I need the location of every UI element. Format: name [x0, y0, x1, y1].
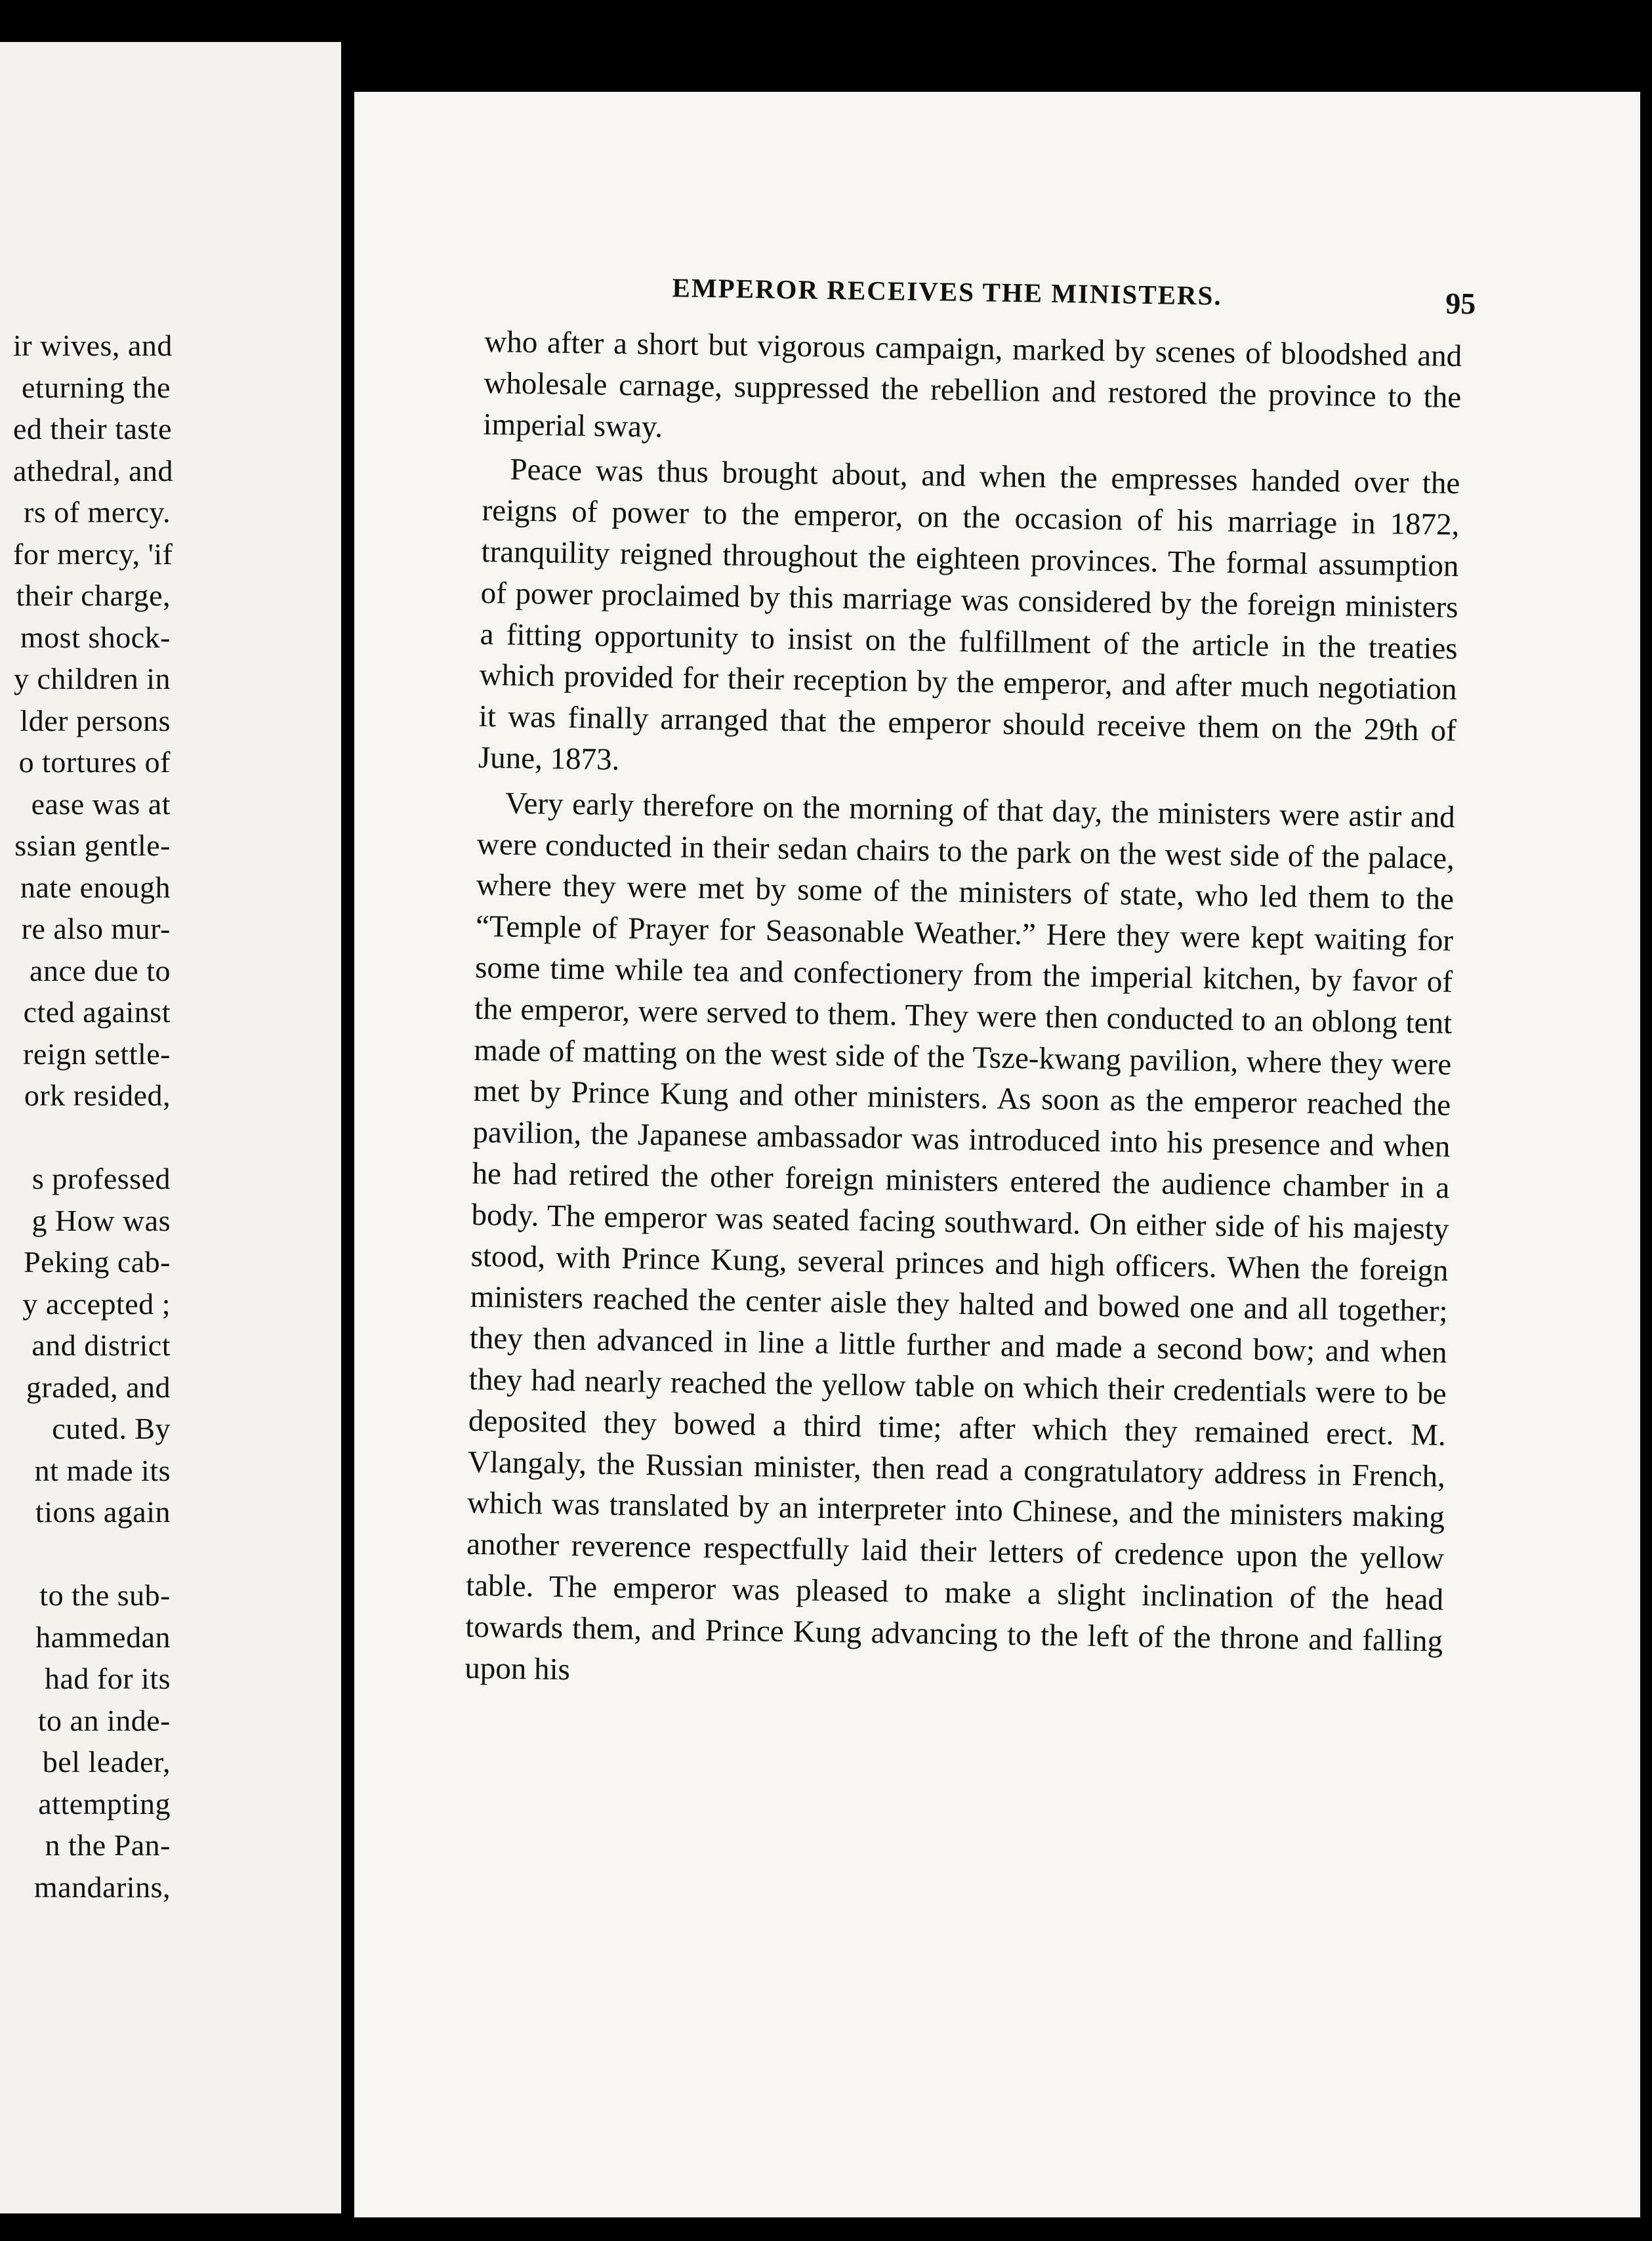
left-page-line: ssian gentle-	[14, 829, 171, 862]
left-page-line: nate enough	[20, 870, 171, 904]
left-page-line: g How was	[31, 1203, 171, 1237]
left-page-line: s professed	[31, 1162, 171, 1195]
left-page-line: ir wives, and	[13, 329, 173, 362]
left-page-line: Peking cab-	[24, 1245, 171, 1279]
running-head-title: EMPEROR RECEIVES THE MINISTERS.	[672, 272, 1223, 311]
left-page-line: tions again	[35, 1495, 171, 1529]
running-head	[485, 269, 1476, 323]
right-page	[354, 92, 1640, 2217]
left-page-line: lder persons	[20, 703, 171, 737]
left-page-line: y children in	[14, 662, 171, 695]
page-body	[464, 269, 1476, 1687]
left-page-line: reign settle-	[23, 1037, 171, 1071]
left-page-line: attempting	[38, 1786, 171, 1820]
left-page-line: ed their taste	[13, 412, 173, 445]
left-page-line: to the sub-	[39, 1578, 171, 1612]
left-page-line: graded, and	[26, 1370, 171, 1404]
left-page-line: bel leader,	[42, 1745, 171, 1778]
left-page-line: had for its	[44, 1662, 171, 1695]
left-page-line: n the Pan-	[45, 1828, 171, 1862]
page-number: 95	[1445, 286, 1476, 321]
left-page-line: cuted. By	[52, 1412, 171, 1445]
left-page-line: hammedan	[35, 1620, 171, 1654]
left-page-line: rs of mercy.	[24, 495, 171, 529]
paragraph-3: Very early therefore on the morning of that day, the ministers were astir and were conducted in their sedan chairs to the park on the west side of the palace, where they were met by some of the ministers of state, who led them to the “Temple of Prayer for Seasonable Weather.” Here they were kept waiting for some time while tea and confectionery from the imperial kitchen, by favor of the emperor, were served to them. They were then conducted to an oblong tent made of matting on the west side of the Tsze-kwang pavilion, where they were met by Prince Kung and other ministers. As soon as the emperor reached the pavilion, the Japanese ambassador was introduced into his presence and when he had retired the other foreign ministers entered the audience chamber in a body. The emperor was seated facing southward. On either side of his majesty stood, with Prince Kung, several princes and high officers. When the foreign ministers reached the center aisle they halted and bowed one and all together; they then advanced in line a little further and made a second bow; and when they had nearly reached the yellow table on which their credentials were to be deposited they bowed a third time; after which they remained erect. M. Vlangaly, the Russian minister, then read a congratulatory address in French, which was translated by an interpreter into Chinese, and the ministers making another reverence respectfully laid their letters of credence upon the yellow table. The emperor was pleased to make a slight inclination of the head towards them, and Prince Kung advancing to the left of the throne and falling upon his	[464, 786, 1456, 1687]
paragraph-1: who after a short but vigorous campaign, marked by scenes of bloodshed and wholesale carnage, suppressed the rebellion and restored the province to the imperial sway.	[483, 324, 1462, 444]
book-gutter	[341, 98, 353, 2211]
left-page-line: ance due to	[30, 953, 171, 987]
left-page-line: eturning the	[22, 370, 171, 404]
left-page-line: athedral, and	[13, 453, 174, 487]
body-text	[465, 321, 1462, 1703]
left-page-line: re also mur-	[21, 912, 171, 945]
left-page-line: nt made its	[34, 1453, 171, 1487]
left-page-line: most shock-	[20, 620, 171, 654]
left-page-line: y accepted ;	[22, 1286, 171, 1321]
left-page-line: o tortures of	[18, 745, 171, 779]
left-page-line: for mercy, 'if	[13, 537, 173, 571]
left-page-line: mandarins,	[33, 1870, 171, 1904]
left-page-line: cted against	[23, 995, 171, 1029]
left-page-line: their charge,	[16, 579, 171, 612]
left-facing-page	[0, 42, 341, 2213]
left-page-line: ork resided,	[24, 1079, 171, 1112]
left-page-line: and district	[31, 1328, 171, 1362]
left-page-line: ease was at	[31, 787, 171, 821]
left-page-line: to an inde-	[37, 1703, 171, 1737]
paragraph-2: Peace was thus brought about, and when the empresses handed over the reigns of power to the emperor, on the occasion of his marriage in 1872, tranquility reigned throughout the eighteen provinces. The formal assumption of power proclaimed by this marriage was considered by the foreign ministers a fitting opportunity to insist on the fulfillment of the article in the treaties which provided for their reception by the emperor, and after much negotiation it was finally arranged that the emperor should receive them on the 29th of June, 1873.	[478, 452, 1460, 777]
